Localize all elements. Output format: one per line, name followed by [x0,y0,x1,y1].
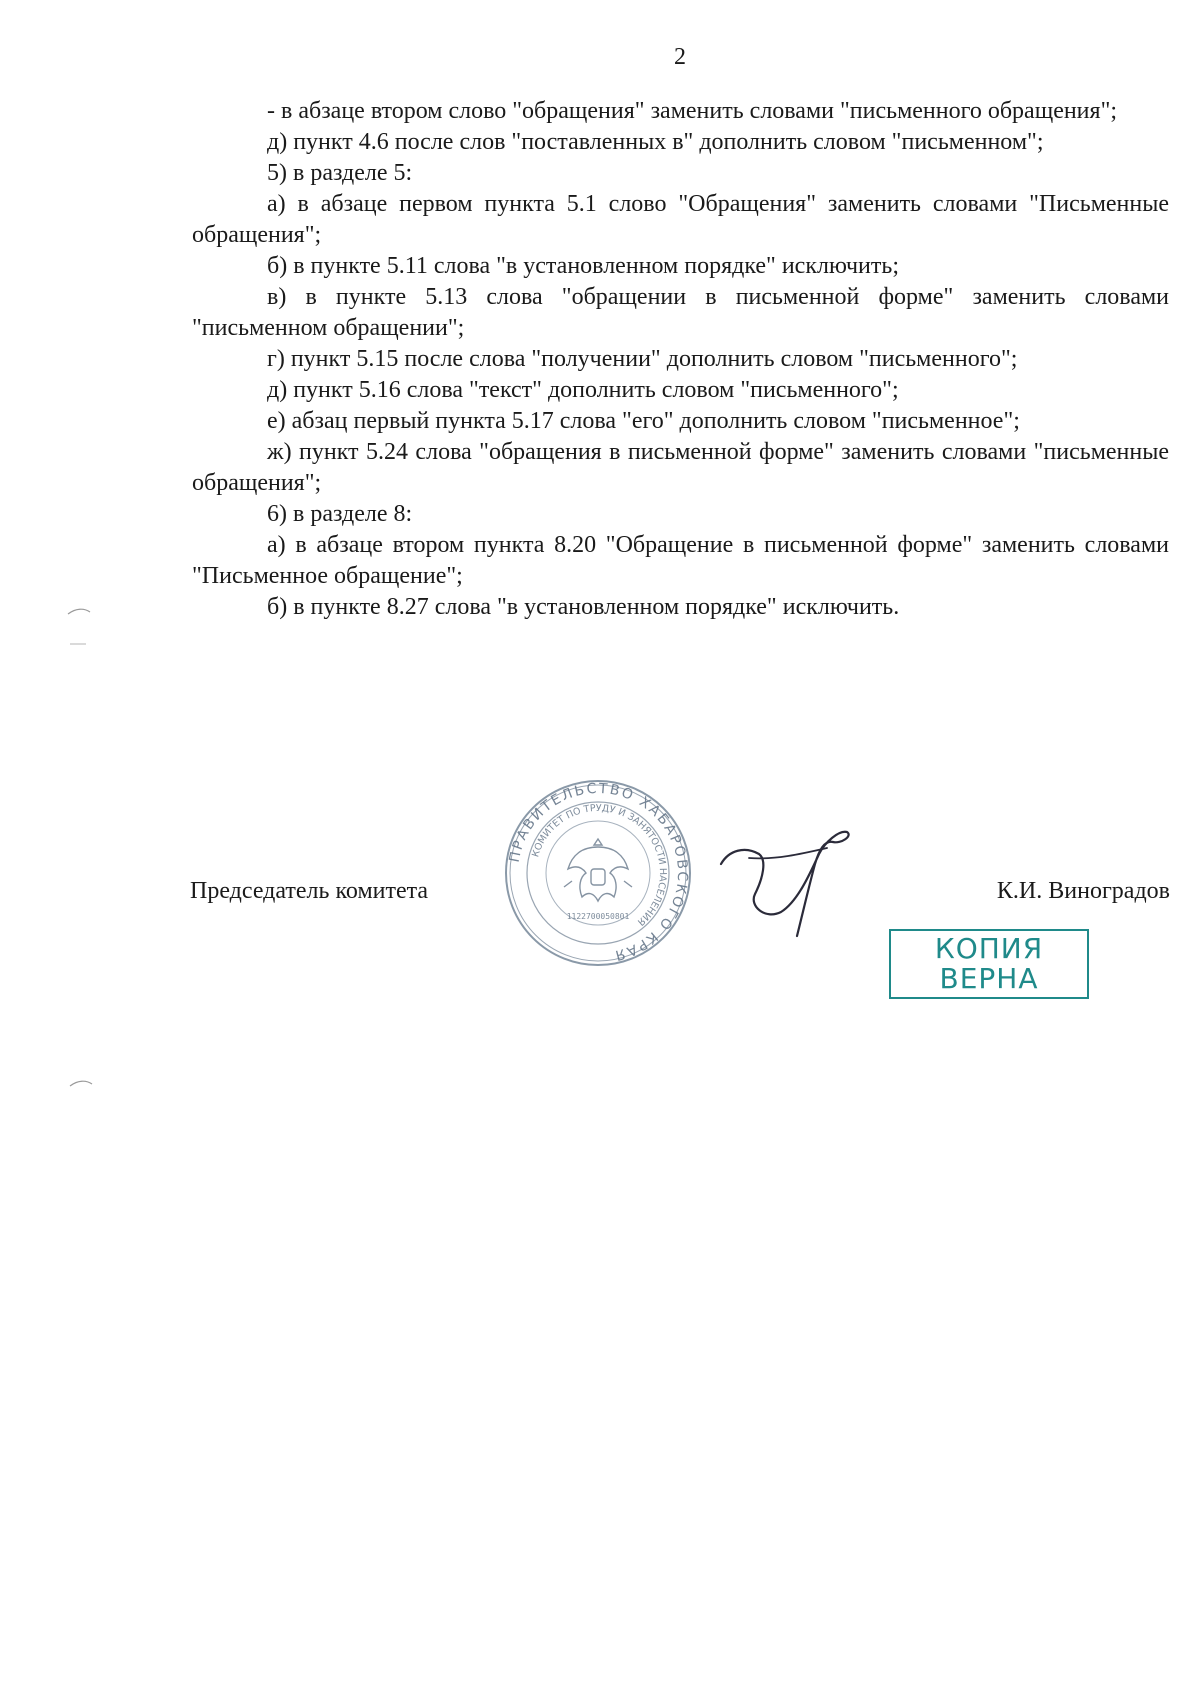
paragraph: - в абзаце втором слово "обращения" заменить словами "письменного обращения"; [267,98,1118,124]
seal-outer-text: ПРАВИТЕЛЬСТВО ХАБАРОВСКОГО КРАЯ [506,780,691,964]
stamp-line-1: КОПИЯ [934,932,1044,965]
signatory-name: К.И. Виноградов [996,878,1170,904]
paragraph: 6) в разделе 8: [267,501,413,527]
paragraph: д) пункт 4.6 после слов "поставленных в" дополнить словом "письменном"; [267,129,1044,155]
seal-code: 1122700050801 [566,912,630,921]
scan-artifact [68,1078,94,1090]
scan-artifact [66,606,92,618]
signatory-title: Председатель комитета [190,878,429,904]
paragraph: ж) пункт 5.24 слова "обращения в письменной форме" заменить словами "письменные обращения"; [192,439,1169,496]
handwritten-signature [715,820,855,940]
paragraph: в) в пункте 5.13 слова "обращении в письменной форме" заменить словами "письменном обращении"; [192,284,1169,341]
stamp-line-2: ВЕРНА [939,962,1039,995]
document-body [192,96,1169,623]
paragraph: а) в абзаце первом пункта 5.1 слово "Обращения" заменить словами "Письменные обращения"; [192,191,1169,248]
coat-of-arms-icon [564,839,632,901]
paragraph: д) пункт 5.16 слова "текст" дополнить словом "письменного"; [267,377,899,403]
paragraph: г) пункт 5.15 после слова "получении" дополнить словом "письменного"; [267,346,1018,372]
official-seal [502,777,694,969]
page-number: 2 [674,44,686,70]
paragraph: а) в абзаце втором пункта 8.20 "Обращение в письменной форме" заменить словами "Письменное обращение"; [192,532,1169,589]
paragraph: б) в пункте 5.11 слова "в установленном порядке" исключить; [267,253,900,279]
seal-middle-ring [527,802,669,944]
certified-copy-stamp [889,929,1089,999]
scan-artifact [68,640,88,648]
seal-inner-ring [546,821,650,925]
paragraph: 5) в разделе 5: [267,160,413,186]
paragraph: б) в пункте 8.27 слова "в установленном порядке" исключить. [267,594,900,620]
seal-inner-text: КОМИТЕТ ПО ТРУДУ И ЗАНЯТОСТИ НАСЕЛЕНИЯ [530,802,669,928]
paragraph: е) абзац первый пункта 5.17 слова "его" дополнить словом "письменное"; [267,408,1020,434]
